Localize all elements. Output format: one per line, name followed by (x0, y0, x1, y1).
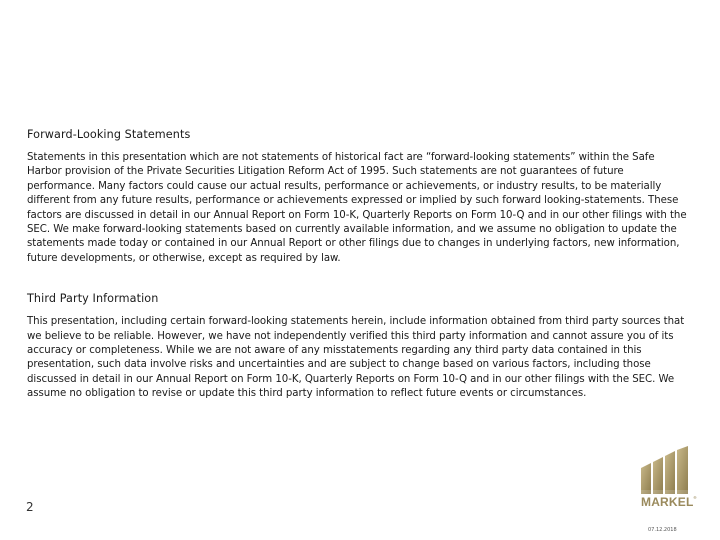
logo-text: MARKEL (641, 495, 694, 509)
markel-logo (641, 446, 697, 514)
section-body: This presentation, including certain forward-looking statements herein, include information obtained from third party sources that we believe to be reliable. However, we have not independently verified this third party information and cannot assure you of its accuracy or completeness. While we are not aware of any misstatements regarding any third party data contained in this presentation, such data involve risks and uncertainties and are subject to change based on various factors, including those discussed in detail in our Annual Report on Form 10-K, Quarterly Reports on Form 10-Q and in our other filings with the SEC. We assume no obligation to revise or update this third party information to reflect future events or circumstances. (27, 316, 685, 400)
page-number: 2 (26, 500, 34, 514)
section-title: Forward-Looking Statements (27, 128, 191, 141)
disclaimer-content (27, 128, 691, 402)
section-title: Third Party Information (27, 292, 159, 306)
section-body: Statements in this presentation which are not statements of historical fact are “forward-looking statements” within the Safe Harbor provision of the Private Securities Litigation Reform Act of 1995. Such statements are not guarantees of future performance. Many factors could cause our actual results, performance or achievements, or industry results, to be materially different from any future results, performance or achievements expressed or implied by such forward looking-statements. These factors are discussed in detail in our Annual Report on Form 10-K, Quarterly Reports on Form 10-Q and in our other filings with the SEC. We make forward-looking statements based on currently available information, and we assume no obligation to update the statements made today or contained in our Annual Report or other filings due to changes in underlying factors, new information, future developments, or otherwise, except as required by law. (27, 152, 687, 264)
third-party-section (27, 292, 691, 401)
registered-mark: ® (693, 495, 697, 500)
markel-bars-logo-icon (641, 446, 693, 494)
logo-wordmark (641, 495, 697, 509)
footer-code: 07.12.2018 (648, 527, 677, 533)
forward-looking-section (27, 128, 691, 266)
